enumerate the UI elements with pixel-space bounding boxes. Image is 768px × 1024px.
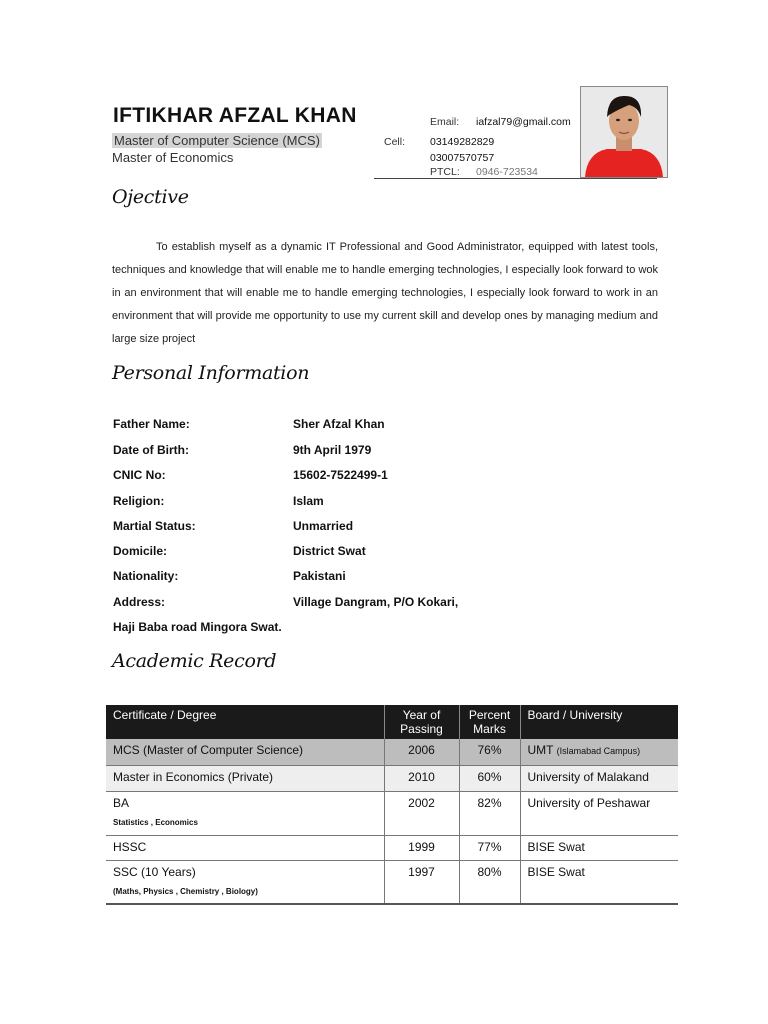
degree-secondary: Master of Economics	[112, 150, 234, 165]
cell-label: Cell:	[384, 136, 406, 148]
degree-subjects: Statistics , Economics	[113, 817, 198, 827]
board-cell	[520, 739, 678, 765]
marital-status-value: Unmarried	[293, 519, 354, 533]
year-cell: 2010	[384, 765, 459, 791]
year-cell: 1997	[384, 860, 459, 904]
degree-cell	[106, 739, 384, 765]
percent-cell: 76%	[459, 739, 520, 765]
email-value: iafzal79@gmail.com	[476, 116, 571, 128]
degree-text: HSSC	[113, 839, 147, 854]
board-note: (Islamabad Campus)	[556, 746, 641, 756]
degree-text: SSC (10 Years)	[113, 864, 196, 879]
degree-cell	[106, 765, 384, 791]
cnic-label: CNIC No:	[113, 468, 166, 482]
board-cell	[520, 860, 678, 904]
degree-text: BA	[113, 795, 130, 810]
board-text: UMT	[527, 743, 554, 757]
religion-label: Religion:	[113, 494, 165, 508]
col-header-degree: Certificate / Degree	[106, 705, 384, 739]
religion-value: Islam	[293, 494, 324, 508]
personal-info-heading: Personal Information	[112, 362, 310, 384]
board-text: BISE Swat	[527, 864, 585, 879]
table-row	[106, 765, 678, 791]
board-text: BISE Swat	[527, 839, 585, 854]
cnic-value: 15602-7522499-1	[293, 468, 388, 482]
col-header-percent: Percent Marks	[459, 705, 520, 739]
degree-cell	[106, 791, 384, 835]
address-line-2: Haji Baba road Mingora Swat.	[113, 620, 282, 634]
dob-label: Date of Birth:	[113, 443, 189, 457]
col-header-year: Year of Passing	[384, 705, 459, 739]
profile-photo	[580, 86, 668, 178]
father-name-label: Father Name:	[113, 417, 190, 431]
address-label: Address:	[113, 595, 166, 609]
board-cell	[520, 791, 678, 835]
domicile-value: District Swat	[293, 544, 366, 558]
degree-subjects: (Maths, Physics , Chemistry , Biology)	[113, 886, 258, 896]
domicile-label: Domicile:	[113, 544, 168, 558]
table-row	[106, 791, 678, 835]
nationality-value: Pakistani	[293, 569, 346, 583]
table-row	[106, 860, 678, 904]
board-cell	[520, 765, 678, 791]
table-header-row	[106, 705, 678, 739]
marital-status-label: Martial Status:	[113, 519, 196, 533]
academic-table	[106, 705, 678, 905]
percent-cell: 82%	[459, 791, 520, 835]
address-value: Village Dangram, P/O Kokari,	[293, 595, 459, 609]
dob-value: 9th April 1979	[293, 443, 372, 457]
percent-cell: 80%	[459, 860, 520, 904]
col-header-board: Board / University	[520, 705, 678, 739]
father-name-value: Sher Afzal Khan	[293, 417, 385, 431]
degree-text: Master in Economics (Private)	[113, 769, 274, 784]
header-divider	[374, 178, 657, 179]
email-label: Email:	[430, 116, 460, 128]
year-cell: 2002	[384, 791, 459, 835]
objective-heading: Ojective	[112, 186, 189, 208]
nationality-label: Nationality:	[113, 569, 179, 583]
board-text: University of Malakand	[527, 769, 649, 784]
person-photo-icon	[581, 87, 667, 177]
cell-number-1: 03149282829	[430, 136, 495, 148]
ptcl-label: PTCL:	[430, 166, 460, 178]
candidate-name: IFTIKHAR AFZAL KHAN	[113, 104, 357, 127]
degree-primary: Master of Computer Science (MCS)	[114, 133, 320, 148]
degree-cell	[106, 860, 384, 904]
cell-number-2: 03007570757	[430, 152, 495, 164]
degree-text: MCS (Master of Computer Science)	[113, 743, 304, 757]
table-row	[106, 835, 678, 860]
objective-paragraph: To establish myself as a dynamic IT Professional and Good Administrator, equipped with latest tools, techniques and knowledge that will enable me to handle emerging technologies, I especially look forward to wok in an environment that will enable me to handle emerging technologies, I especially look forward to work in an environment that will provide me opportunity to use my current skill and develop ones by managing medium and large size project	[112, 241, 658, 345]
percent-cell: 77%	[459, 835, 520, 860]
degree-cell	[106, 835, 384, 860]
year-cell: 2006	[384, 739, 459, 765]
table-row	[106, 739, 678, 765]
academic-record-heading: Academic Record	[112, 650, 277, 672]
board-cell	[520, 835, 678, 860]
percent-cell: 60%	[459, 765, 520, 791]
objective-text	[112, 236, 658, 351]
year-cell: 1999	[384, 835, 459, 860]
ptcl-value: 0946-723534	[476, 166, 538, 178]
board-text: University of Peshawar	[527, 795, 651, 810]
